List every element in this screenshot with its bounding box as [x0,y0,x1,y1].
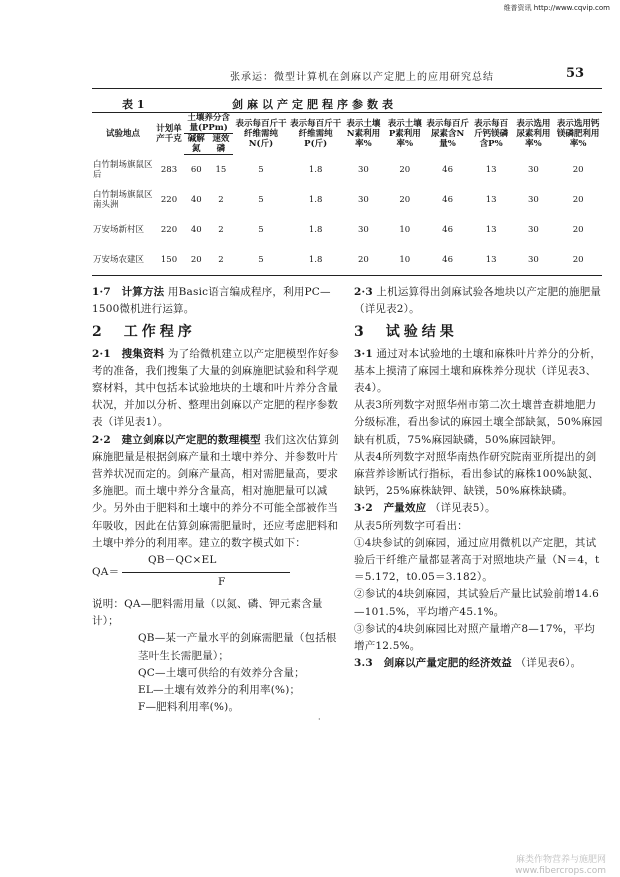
cell-pf: 20 [572,225,584,235]
formula-lhs: QA＝ [92,566,120,579]
watermark-line-2: www.fibercrops.com [515,866,606,876]
th-n-per-kg: 表示每百斤干纤维需纯N(斤) [233,113,288,155]
cell-sn: 30 [358,195,369,205]
para-3-2-note: （详见表5）。 [429,502,496,515]
th-soil-p-util: 表示土壤P素利用率% [384,113,425,155]
cell-urea: 46 [425,245,470,276]
cell-site: 白竹制场旗鼠区后 [93,159,153,180]
cell-sp: 10 [399,225,411,235]
watermark [515,855,606,877]
cell-sp: 20 [399,195,411,205]
cell-np: 5 [258,195,264,205]
th-target-yield: 计划单产千克 [154,113,184,155]
para-3-2-intro: 从表5所列数字可看出： [354,519,468,532]
para-2-2-body: 我们这次估算剑麻施肥量是根据剑麻产量和土壤中养分、并参数叶片营养状况而定的。剑麻产量高，相对需肥量高，要求多施肥。而土壤中养分含量高，相对施肥量可以减少。另外由于肥料和土壤中的养分不可能全部被作当年吸收，因此在估算剑麻需肥量时，还应考虑肥料和土壤中养分的利用率。建立的数字模式如下： [92,433,340,549]
para-3-3 [354,655,604,672]
cell-p: 2 [209,245,234,276]
cell-camg: 13 [485,225,497,235]
para-2-1-body: 为了给微机建立以产定肥模型作好参考的准备，我们搜集了大量的剑麻施肥试验和科学观察材料，其中包括本试验地块的土壤和叶片养分含量状况，并加以分析、整理出剑麻以产定肥的程序参数表（详见表1）。 [92,347,340,429]
para-3-2-item-2: ②参试的4块剑麻园，其试验后产量比试验前增14.6—101.5%，平均增产45.1%。 [354,588,600,618]
cell-nf: 30 [527,164,539,175]
table-title: 剑麻以产定肥程序参数表 [232,98,397,111]
para-1-7 [92,284,340,318]
cell-site: 万安场新村区 [93,225,145,235]
cell-np: 5 [258,225,264,235]
parameter-table [92,112,602,276]
cell-pp: 1.8 [308,195,323,205]
left-column [92,284,340,716]
legend-2: QB—某一产量水平的剑麻需肥量（包括根茎叶生长需肥量）； [138,632,337,662]
cell-pp: 1.8 [308,225,323,235]
para-3-1-b: 从表3所列数字对照华州市第二次土壤普查耕地肥力分级标准，看出参试的麻园土壤全部缺氮，50%麻园缺有机质，75%麻园缺磷，50%麻园缺钾。 [354,399,603,446]
th-n-fert-util: 表示选用尿素利用率% [512,113,554,155]
para-3-2-item-1: ①4块参试的剑麻园，通过应用微机以产定肥，其试验后干纤维产量都显著高于对照地块产量（N＝4，t＝5.172，t0.05＝3.182）。 [354,536,600,584]
para-3-3-note: （详见表6）。 [515,657,582,670]
para-3-1 [354,346,604,398]
cell-yield: 220 [160,225,178,235]
stray-mark: · [318,715,321,724]
cell-yield: 283 [160,164,178,175]
watermark-line-1: 麻类作物营养与施肥网 [515,855,606,865]
formula [92,552,340,596]
cell-sp: 10 [384,245,425,276]
para-1-7-head: 1·7 计算方法 [92,286,165,298]
header-rule [92,88,602,89]
cell-yield: 150 [154,245,184,276]
para-3-2-item-3: ③参试的4块剑麻园比对照产量增产8—17%，平均增产12.5%。 [354,622,595,653]
cell-camg: 13 [485,195,497,205]
table-row [92,215,602,245]
para-2-2 [92,432,340,552]
section-2-title: 2 工作程序 [92,324,196,341]
cell-pp: 1.8 [289,245,343,276]
th-urea-n: 表示每百斤尿素含N量% [425,113,470,155]
cell-sn: 20 [343,245,385,276]
cell-urea: 46 [442,195,453,205]
cell-urea: 46 [442,164,453,175]
table-row [92,245,602,276]
table-row [92,185,602,215]
th-alkali-n: 碱解氮 [184,134,209,155]
section-3-title: 3 试验结果 [354,324,458,341]
para-2-3 [354,284,604,318]
legend-4: EL—土壤有效养分的利用率(%)； [138,684,301,697]
cell-site: 万安场农建区 [92,245,154,276]
cell-nf: 30 [527,225,539,235]
para-3-2 [354,500,604,517]
para-2-2-head: 2·2 建立剑麻以产定肥的数理模型 [92,433,261,446]
cell-n: 40 [190,225,202,235]
para-2-3-body: 上机运算得出剑麻试验各地块以产定肥的施肥量（详见表2）。 [354,286,602,316]
cell-n: 20 [184,245,209,276]
cell-site: 白竹制场旗鼠区南头洲 [93,190,153,210]
legend-3: QC—土壤可供给的有效养分含量； [138,666,305,679]
cell-np: 5 [233,245,288,276]
th-avail-p: 速效磷 [209,134,234,155]
cell-pf: 20 [572,195,584,205]
table-number: 表 1 [122,98,145,111]
para-3-3-head: 3.3 剑麻以产量定肥的经济效益 [354,657,512,670]
running-header: 张承运：微型计算机在剑麻以产定肥上的应用研究总结 [230,72,494,83]
right-column [354,284,604,672]
table-row [92,155,602,186]
th-ca-mg-p: 表示每百斤钙镁磷含P% [470,113,513,155]
cell-sn: 30 [358,225,369,235]
cell-pf: 20 [554,245,602,276]
cell-camg: 13 [470,245,513,276]
cell-nf: 30 [512,245,554,276]
formula-numerator: QB－QC×EL [148,554,217,567]
para-2-1-head: 2·1 搜集资料 [92,347,165,360]
legend-1: 说明：QA—肥料需用量（以氮、磷、钾元素含量计）； [92,598,323,628]
cell-n: 60 [190,165,202,175]
cell-p: 2 [218,195,224,205]
page-number: 53 [566,66,585,81]
cell-sp: 20 [399,164,411,175]
fraction-bar [122,572,290,573]
cell-n: 40 [190,195,202,205]
th-soil-group: 土壤养分含量(PPm) [184,113,233,134]
cell-p: 2 [218,225,224,235]
cell-np: 5 [258,164,264,175]
cell-urea: 46 [442,225,453,235]
th-p-per-kg: 表示每百斤干纤维需纯P(斤) [289,113,343,155]
formula-denominator: F [218,576,226,589]
cell-pf: 20 [572,164,584,175]
cell-p: 15 [215,165,227,175]
para-3-2-head: 3·2 产量效应 [354,502,427,515]
para-2-1 [92,346,340,432]
cell-pp: 1.8 [308,164,323,175]
para-3-1-head: 3·1 [354,347,373,360]
para-2-3-head: 2·3 [354,286,373,298]
th-soil-n-util: 表示土壤N素利用率% [343,113,385,155]
cell-camg: 13 [485,164,497,175]
cell-nf: 30 [527,195,539,205]
cell-yield: 220 [160,195,178,205]
para-3-1-c: 从表4所列数字对照华南热作研究院南亚所提出的剑麻营养诊断试行指标，看出参试的麻株100%缺氮、缺钙，25%麻株缺钾、缺镁，50%麻株缺磷。 [354,450,599,498]
source-note: 维普资讯 http://www.cqvip.com [503,4,610,12]
th-site: 试验地点 [92,113,154,155]
cell-sn: 30 [358,164,369,175]
para-3-1-body: 通过对本试验地的土壤和麻株叶片养分的分析，基本上摸清了麻园土壤和麻株养分现状（详见表3、表4）。 [354,347,602,395]
legend-5: F—肥料利用率(%)。 [138,701,240,714]
para-1-7-body: 用Basic语言编成程序，利用PC—1500微机进行运算。 [92,286,331,316]
th-p-fert-util: 表示选用钙镁磷肥利用率% [554,113,602,155]
